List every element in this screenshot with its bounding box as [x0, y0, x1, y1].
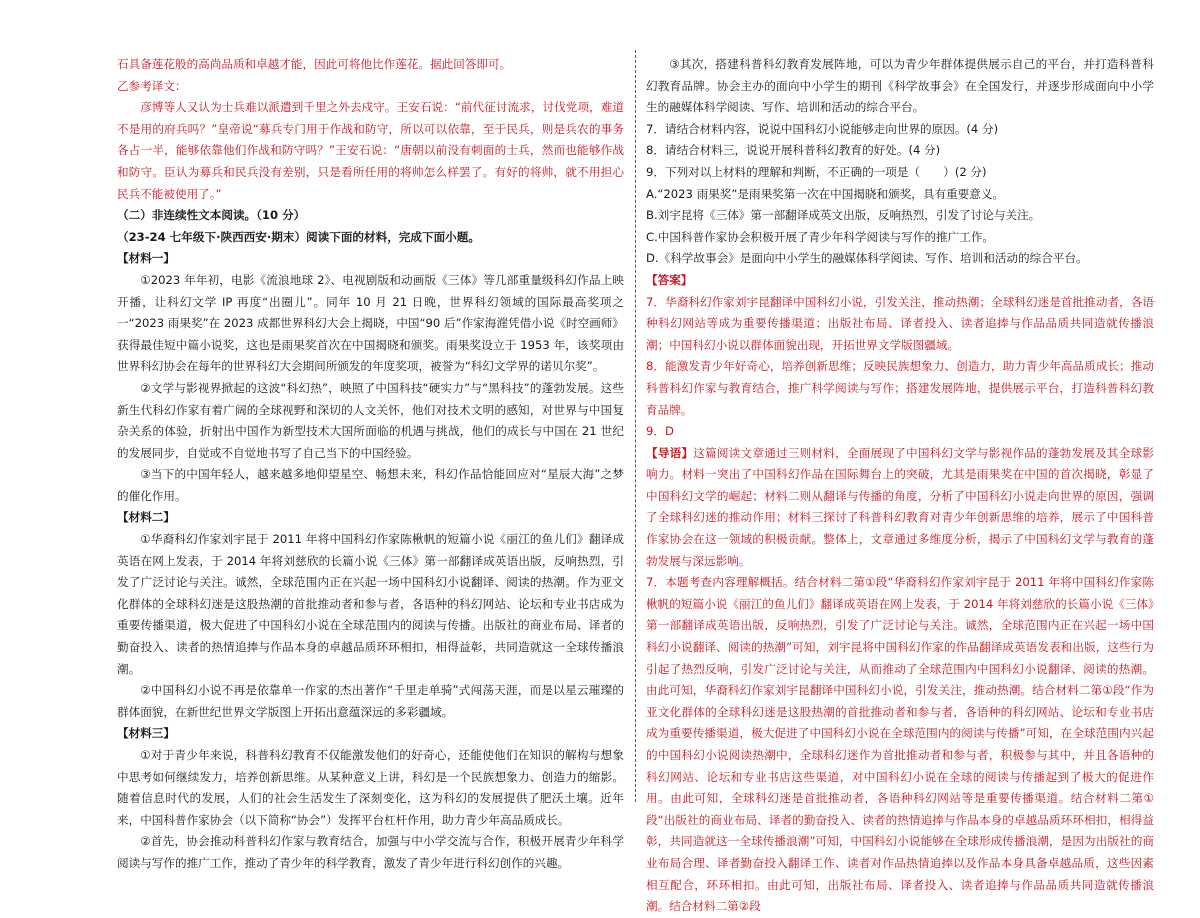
- section-tag: 【导语】: [646, 445, 694, 460]
- left-paragraph: [117, 507, 624, 529]
- left-paragraph: [117, 248, 624, 270]
- left-column: [117, 54, 624, 875]
- paragraph-text: 彦博等人又认为士兵难以派遣到千里之外去戍守。王安石说：“前代征讨流求，讨伐党项，难道不是用的府兵吗？”皇帝说“募兵专门用于作战和防守，所以可以依靠，至于民兵，则是兵农的事务各占一半，能够依靠他们作战和防守吗？”王安石说：“唐朝以前没有刺面的士兵，然而也能够作战和防守。臣认为募兵和民兵没有差别，只是看所任用的将帅怎么样罢了。有好的将帅，就不用担心民兵不能被使用了。”: [117, 100, 624, 201]
- paragraph-text: 9．D: [646, 424, 674, 439]
- paragraph-text: ②中国科幻小说不再是依靠单一作家的杰出著作“千里走单骑”式闯荡天涯，而是以星云璀璨的群体面貌，在新世纪世界文学版图上开拓出意蕴深远的多彩疆域。: [117, 683, 624, 719]
- right-paragraph: [646, 227, 1154, 249]
- left-paragraph: [117, 97, 624, 205]
- paragraph-text: ③当下的中国年轻人，越来越多地仰望星空、畅想未来，科幻作品恰能回应对“星辰大海”之梦的催化作用。: [117, 467, 624, 503]
- left-paragraph: [117, 831, 624, 874]
- left-paragraph: [117, 54, 624, 76]
- right-paragraph: [646, 54, 1154, 119]
- right-paragraph: [646, 270, 1154, 292]
- paragraph-text: 【材料二】: [117, 510, 175, 525]
- paragraph-text: 8．能激发青少年好奇心，培养创新思维；反映民族想象力、创造力，助力青少年高品质成长；推动科普科幻作家与教育结合，推广科学阅读与写作；搭建发展阵地，提供展示平台，打造科普科幻教育品牌。: [646, 359, 1154, 417]
- paragraph-text: 7．华裔科幻作家刘宇昆翻译中国科幻小说，引发关注，推动热潮；全球科幻迷是首批推动者，各语种科幻网站等成为重要传播渠道；出版社布局、译者投入、读者追捧与作品品质共同造就传播浪潮；中国科幻小说以群体面貌出现，开拓世界文学版图疆域。: [646, 294, 1154, 352]
- paragraph-text: ②首先，协会推动科普科幻作家与教育结合，加强与中小学交流与合作，积极开展青少年科学阅读与写作的推广工作，推动了青少年的科学教育，激发了青少年进行科幻创作的兴趣。: [117, 834, 624, 870]
- right-paragraph: [646, 356, 1154, 421]
- right-paragraph: [646, 443, 1154, 573]
- paragraph-text: A.“2023 雨果奖”是雨果奖第一次在中国揭晓和颁奖，具有重要意义。: [646, 186, 1005, 201]
- right-paragraph: [646, 184, 1154, 206]
- left-paragraph: [117, 529, 624, 680]
- left-paragraph: [117, 723, 624, 745]
- paragraph-text: 石具备莲花般的高尚品质和卓越才能，因此可将他比作莲花。据此回答即可。: [117, 57, 512, 71]
- paragraph-text: 【材料一】: [117, 251, 175, 266]
- paragraph-text: ①2023 年年初，电影《流浪地球 2》、电视剧版和动画版《三体》等几部重量级科幻作品上映开播，让科幻文学 IP 再度“出圈儿”。同年 10 月 21 日晚，世界科幻领域的国际最高奖项之一“2023 雨果奖”在 2023 成都世界科幻大会上揭晓，中国“90 后”作家海漄凭借小说《时空画师》获得最佳短中篇小说奖，这也是雨果奖首次在中国揭晓和颁奖。雨果奖设立于 1953 年，该奖项由世界科幻协会在每年的世界科幻大会期间所颁发的年度奖项，被誉为“科幻文学界的诺贝尔奖”。: [117, 272, 624, 374]
- left-paragraph: [117, 227, 624, 249]
- right-paragraph: [646, 205, 1154, 227]
- right-paragraph: [646, 162, 1154, 184]
- paragraph-text: ②文学与影视界掀起的这波“科幻热”，映照了中国科技“硬实力”与“黑科技”的蓬勃发展。这些新生代科幻作家有着广阔的全球视野和深切的人文关怀，他们对技术文明的感知，对世界与中国复杂关系的体验，折射出中国作为新型技术大国所面临的机遇与挑战，他们的成长与中国在 21 世纪的发展同步，自觉或不自觉地书写了自己当下的中国经验。: [117, 380, 624, 460]
- paragraph-text: 这篇阅读文章通过三则材料，全面展现了中国科幻文学与影视作品的蓬勃发展及其全球影响力。材料一突出了中国科幻作品在国际舞台上的突破，尤其是雨果奖在中国的首次揭晓，彰显了中国科幻文学的崛起；材料二则从翻译与传播的角度，分析了中国科幻小说走向世界的原因，强调了全球科幻迷的推动作用；材料三探讨了科普科幻教育对青少年创新思维的培养，展示了中国科普作家协会在这一领域的积极贡献。整体上，文章通过多维度分析，揭示了中国科幻文学与教育的蓬勃发展与深远影响。: [646, 445, 1154, 568]
- paragraph-text: 【材料三】: [117, 726, 175, 741]
- paragraph-text: 8．请结合材料三，说说开展科普科幻教育的好处。(4 分): [646, 143, 941, 158]
- right-paragraph: [646, 140, 1154, 162]
- left-paragraph: [117, 745, 624, 831]
- paragraph-text: D.《科学故事会》是面向中小学生的融媒体科学阅读、写作、培训和活动的综合平台。: [646, 251, 1088, 266]
- left-paragraph: [117, 378, 624, 464]
- paragraph-text: ③其次，搭建科普科幻教育发展阵地，可以为青少年群体提供展示自己的平台，并打造科普科幻教育品牌。协会主办的面向中小学生的期刊《科学故事会》在全国发行，并逐步形成面向中小学生的融媒体科学阅读、写作、培训和活动的综合平台。: [646, 57, 1154, 115]
- left-paragraph: [117, 270, 624, 378]
- left-paragraph: [117, 76, 624, 98]
- paragraph-text: ①华裔科幻作家刘宇昆于 2011 年将中国科幻作家陈楸帆的短篇小说《丽江的鱼儿们》翻译成英语在网上发表，于 2014 年将刘慈欣的长篇小说《三体》第一部翻译成英语出版，反响热烈，引发了广泛讨论与关注。诚然，全球范围内正在兴起一场中国科幻小说翻译、阅读的热潮。作为亚文化群体的全球科幻迷是这股热潮的首批推动者和参与者，各语种的科幻网站、论坛和专业书店成为重要传播渠道，极大促进了中国科幻小说在全球范围内的阅读与传播。出版社的商业布局、译者的勤奋投入、读者的热情追捧与作品本身的卓越品质环环相扣，相得益彰，共同造就这一全球传播浪潮。: [117, 532, 624, 676]
- paragraph-text: （二）非连续性文本阅读。（10 分）: [117, 208, 306, 223]
- paragraph-text: 9．下列对以上材料的理解和判断，不正确的一项是（ ）(2 分): [646, 164, 987, 179]
- paragraph-text: C.中国科普作家协会积极开展了青少年科学阅读与写作的推广工作。: [646, 229, 995, 244]
- paragraph-text: 7．请结合材料内容，说说中国科幻小说能够走向世界的原因。(4 分): [646, 121, 999, 136]
- paragraph-text: （23-24 七年级下·陕西西安·期末）阅读下面的材料，完成下面小题。: [117, 229, 480, 244]
- left-paragraph: [117, 680, 624, 723]
- paragraph-text: 7．本题考查内容理解概括。结合材料二第①段“华裔科幻作家刘宇昆于 2011 年将中国科幻作家陈楸帆的短篇小说《丽江的鱼儿们》翻译成英语在网上发表，于 2014 年将刘慈欣的长篇小说《三体》第一部翻译成英语出版，反响热烈，引发了广泛讨论与关注。诚然，全球范围内正在兴起一场中国科幻小说翻译、阅读的热潮”可知，刘宇昆将中国科幻作家的作品翻译成英语发表和出版，这些行为引起了热烈反响，引发广泛讨论与关注，从而推动了全球范围内中国科幻小说翻译、阅读的热潮。由此可知，华裔科幻作家刘宇昆翻译中国科幻小说，引发关注，推动热潮。结合材料二第①段“作为亚文化群体的全球科幻迷是这股热潮的首批推动者和参与者，各语种的科幻网站、论坛和专业书店成为重要传播渠道，极大促进了中国科幻小说在全球范围内的阅读与传播”可知，在全球范围内兴起的中国科幻小说阅读热潮中，全球科幻迷作为首批推动者和参与者，积极参与其中，并且各语种的科幻网站、论坛和专业书店这些渠道，对中国科幻小说在全球的阅读与传播起到了极大的促进作用。由此可知，全球科幻迷是首批推动者，各语种科幻网站等是重要传播渠道。结合材料二第①段“出版社的商业布局、译者的勤奋投入、读者的热情追捧与作品本身的卓越品质环环相扣，相得益彰，共同造就这一全球传播浪潮”可知，中国科幻小说能够在全球形成传播浪潮，是因为出版社的商业布局合理、译者勤奋投入翻译工作、读者对作品热情追捧以及作品本身具备卓越品质，这些因素相互配合，环环相扣。由此可知，出版社布局、译者投入、读者追捧与作品品质共同造就传播浪潮。结合材料二第②段: [646, 575, 1154, 914]
- paragraph-text: ①对于青少年来说，科普科幻教育不仅能激发他们的好奇心，还能使他们在知识的解构与想象中思考如何继续发力，培养创新思维。从某种意义上讲，科幻是一个民族想象力、创造力的缩影。随着信息时代的发展，人们的社会生活发生了深刻变化，这为科幻的发展提供了肥沃土壤。近年来，中国科普作家协会（以下简称“协会”）发挥平台杠杆作用，助力青少年高品质成长。: [117, 748, 624, 827]
- right-column: [646, 54, 1154, 918]
- right-paragraph: [646, 292, 1154, 357]
- right-paragraph: [646, 572, 1154, 918]
- left-paragraph: [117, 464, 624, 507]
- paragraph-text: 【答案】: [646, 272, 693, 287]
- right-paragraph: [646, 421, 1154, 443]
- paragraph-text: 乙参考译文：: [117, 78, 187, 93]
- column-divider: [635, 50, 636, 802]
- paragraph-text: B.刘宇昆将《三体》第一部翻译成英文出版，反响热烈，引发了讨论与关注。: [646, 208, 1041, 223]
- left-paragraph: [117, 205, 624, 227]
- right-paragraph: [646, 119, 1154, 141]
- right-paragraph: [646, 248, 1154, 270]
